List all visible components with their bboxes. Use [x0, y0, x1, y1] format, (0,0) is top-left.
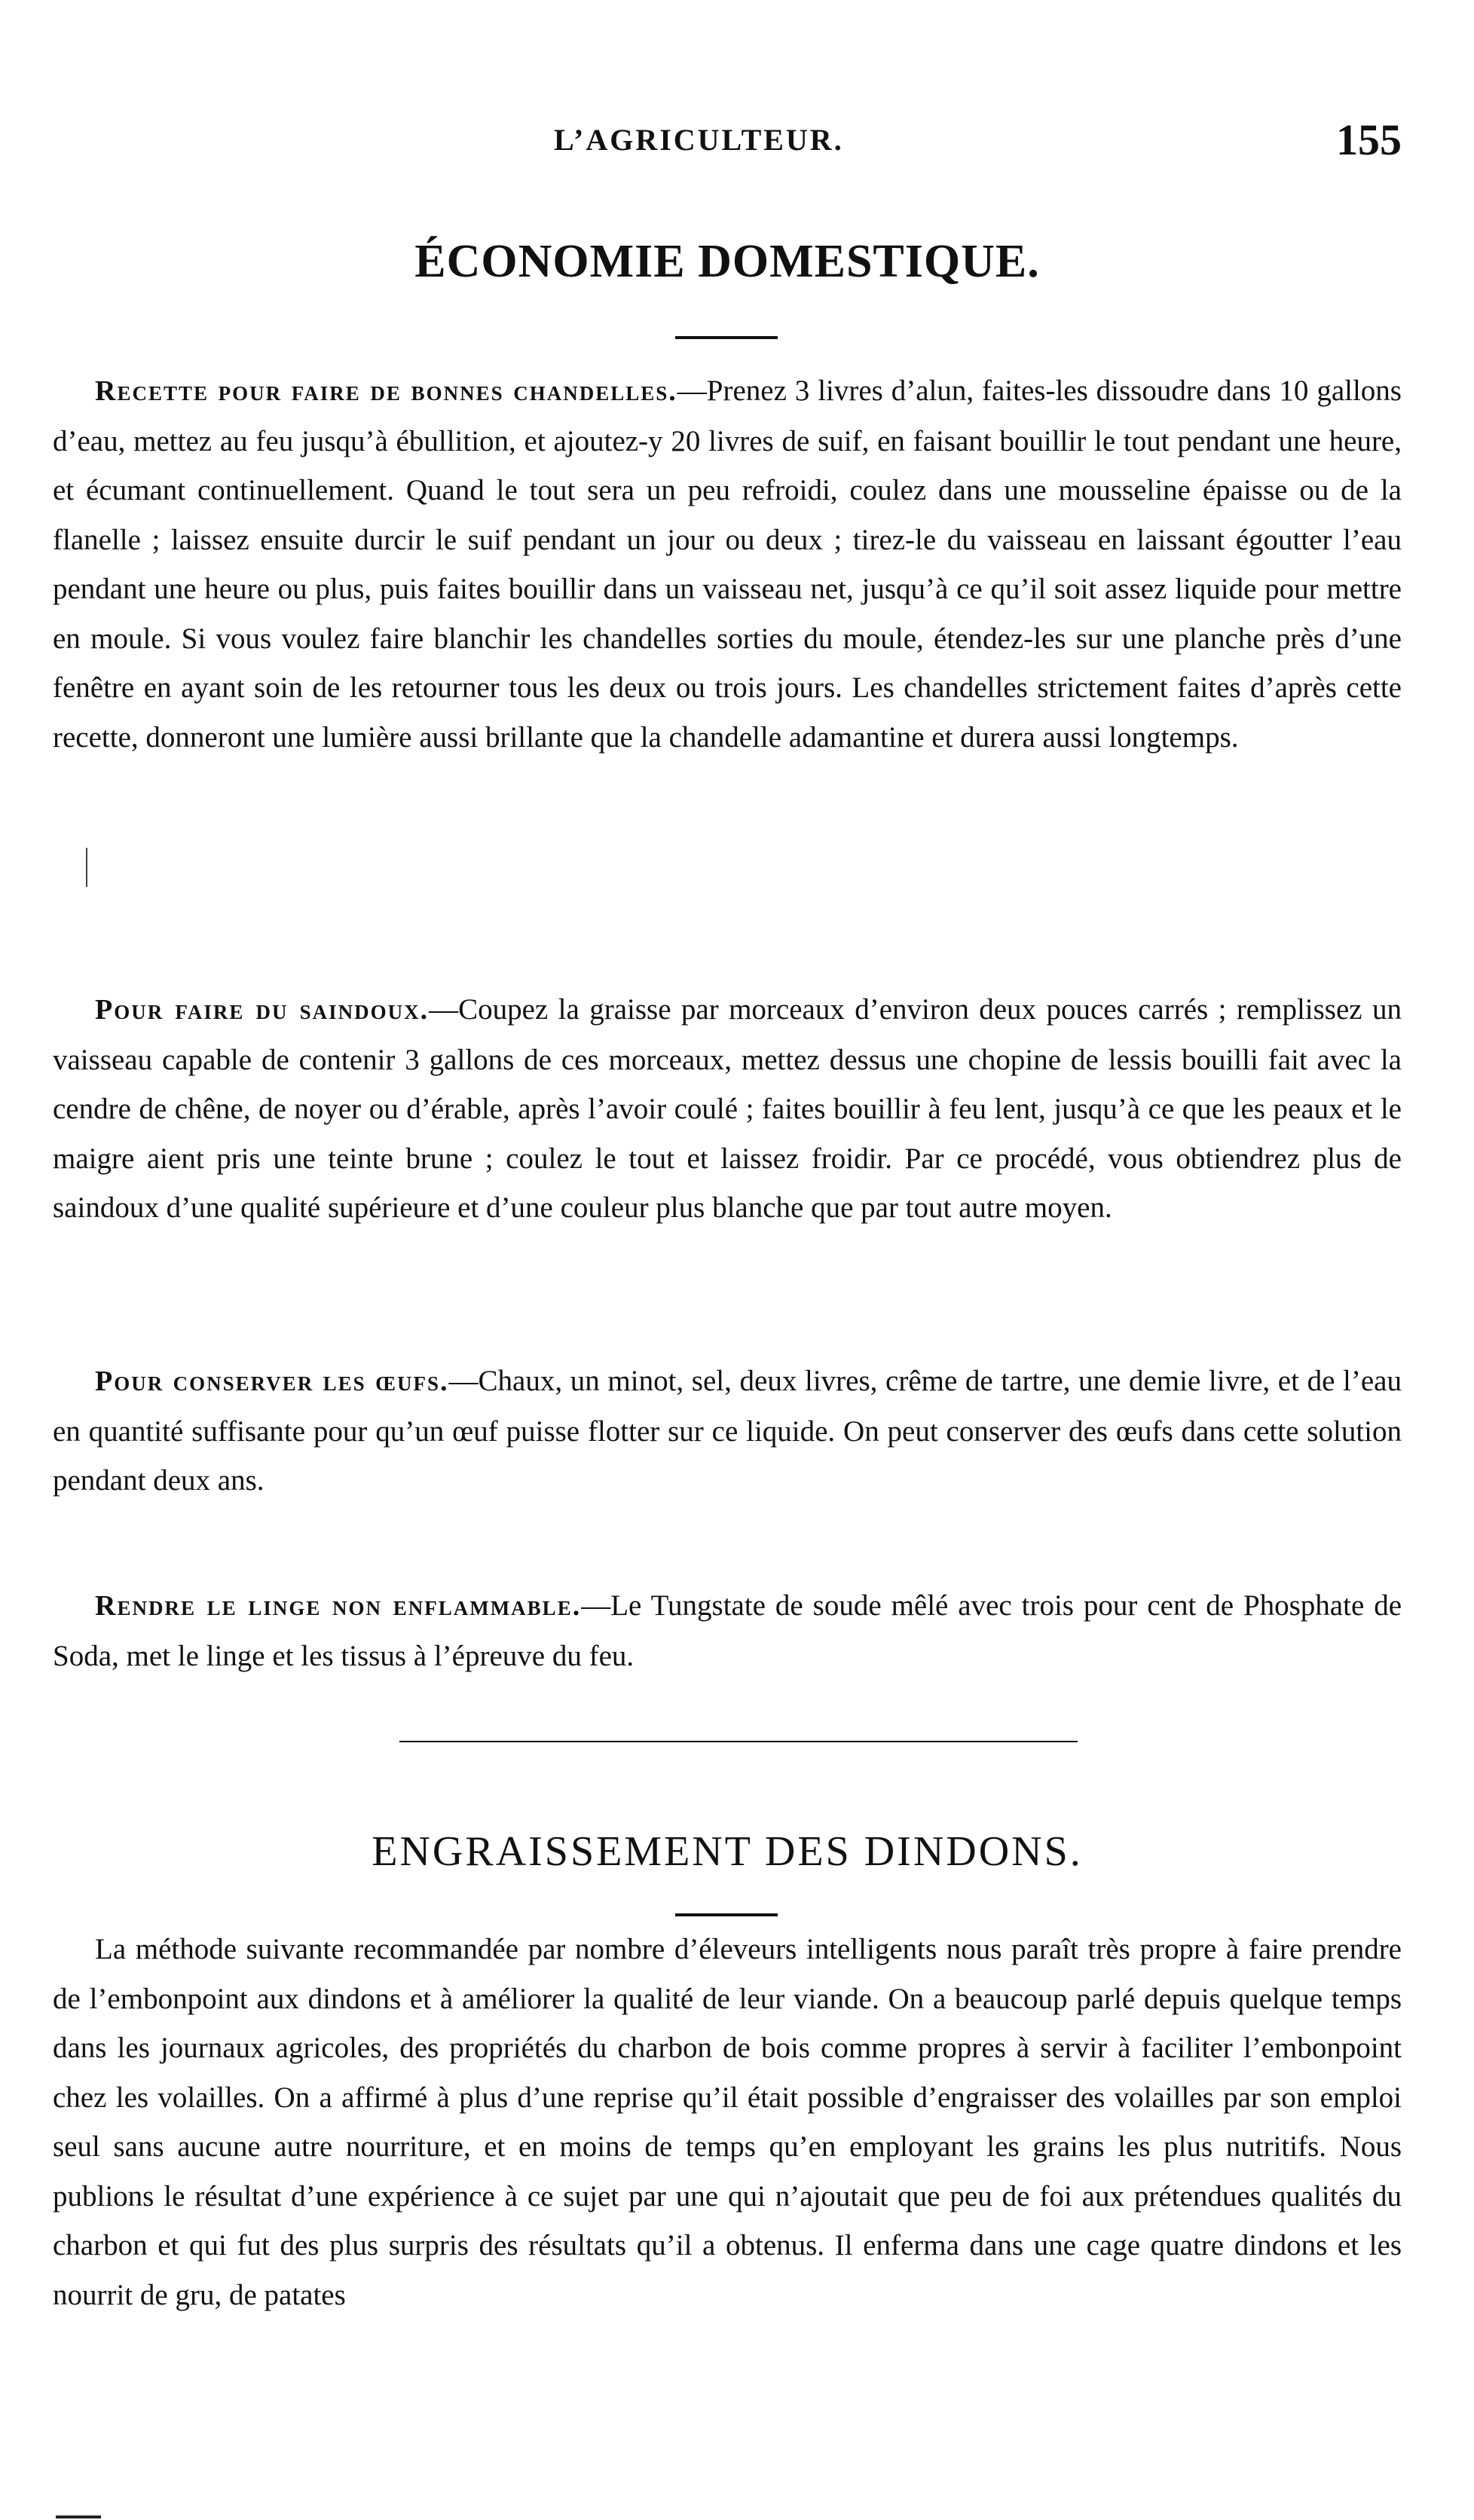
paragraph-linge: [53, 1581, 1402, 1681]
paragraph-oeufs: [53, 1356, 1402, 1506]
paragraph-dindons: La méthode suivante recommandée par nombre d’éleveurs intelligents nous paraît très propre à faire prendre de l’embonpoint aux dindons et à améliorer la qualité de leur viande. On a beaucoup parlé depuis quelque temps dans les journaux agricoles, des propriétés du charbon de bois comme propres à servir à faciliter l’embonpoint chez les volailles. On a affirmé à plus d’une reprise qu’il était possible d’engraisser des volailles par son emploi seul sans aucune autre nourriture, et en moins de temps qu’en employant les grains les plus nutritifs. Nous publions le résultat d’une expérience à ce sujet par une qui n’ajoutait que peu de foi aux prétendues qualités du charbon et qui fut des plus surpris des résultats qu’il a obtenus. Il enferma dans une cage quatre dindons et les nourrit de gru, de patates: [53, 1933, 1402, 2311]
paragraph-text: —Chaux, un minot, sel, deux livres, crême de tartre, une demie livre, et de l’eau en quantité suffisante pour qu’un œuf puisse flotter sur ce liquide. On peut conserver des œufs dans cette solution pendant deux ans.: [53, 1365, 1402, 1497]
paragraph-text: —Le Tungstate de soude mêlé avec trois pour cent de Phosphate de Soda, met le linge et les tissus à l’épreuve du feu.: [53, 1589, 1402, 1672]
section-title-engraissement-des-dindons: ENGRAISSEMENT DES DINDONS.: [372, 1828, 1083, 1875]
title-rule: [675, 1913, 778, 1916]
title-rule: [675, 336, 778, 339]
paragraph-lead: Recette pour faire de bonnes chandelles.: [95, 375, 677, 407]
section-title-economie-domestique: ÉCONOMIE DOMESTIQUE.: [414, 236, 1040, 287]
running-head: [53, 115, 1402, 175]
paragraph-lead: Rendre le linge non enflammable.: [95, 1590, 582, 1622]
book-page: [53, 0, 1402, 2520]
page-number: 155: [1336, 115, 1402, 164]
paragraph-lead: Pour faire du saindoux.: [95, 994, 430, 1026]
section-separator-rule: [399, 1741, 1078, 1742]
paragraph-lead: Pour conserver les œufs.: [95, 1366, 449, 1397]
paragraph-text: —Prenez 3 livres d’alun, faites-les dissoudre dans 10 gallons d’eau, mettez au feu jusqu’à ébullition, et ajoutez-y 20 livres de suif, en faisant bouillir le tout pendant une heure, et écumant continuellement. Quand le tout sera un peu refroidi, coulez dans une mousseline épaisse ou de la flanelle ; laissez ensuite durcir le suif pendant un jour ou deux ; tirez-le du vaisseau en laissant égoutter l’eau pendant une heure ou plus, puis faites bouillir dans un vaisseau net, jusqu’à ce qu’il soit assez liquide pour mettre en moule. Si vous voulez faire blanchir les chandelles sorties du moule, étendez-les sur une planche près d’une fenêtre en ayant soin de les retourner tous les deux ou trois jours. Les chandelles strictement faites d’après cette recette, donneront une lumière aussi brillante que la chandelle adamantine et durera aussi longtemps.: [53, 375, 1402, 754]
paragraph-saindoux: [53, 985, 1402, 1233]
margin-mark: [86, 848, 87, 887]
paragraph-chandelles: [53, 366, 1402, 762]
paragraph-text: —Coupez la graisse par morceaux d’environ deux pouces carrés ; remplissez un vaisseau capable de contenir 3 gallons de ces morceaux, mettez dessus une chopine de lessis bouilli fait avec la cendre de chêne, de noyer ou d’érable, après l’avoir coulé ; faites bouillir à feu lent, jusqu’à ce que les peaux et le maigre aient pris une teinte brune ; coulez le tout et laissez froidir. Par ce procédé, vous obtiendrez plus de saindoux d’une qualité supérieure et d’une couleur plus blanche que par tout autre moyen.: [53, 993, 1402, 1224]
running-title: L’AGRICULTEUR.: [554, 123, 844, 157]
footer-mark: [56, 2515, 101, 2518]
